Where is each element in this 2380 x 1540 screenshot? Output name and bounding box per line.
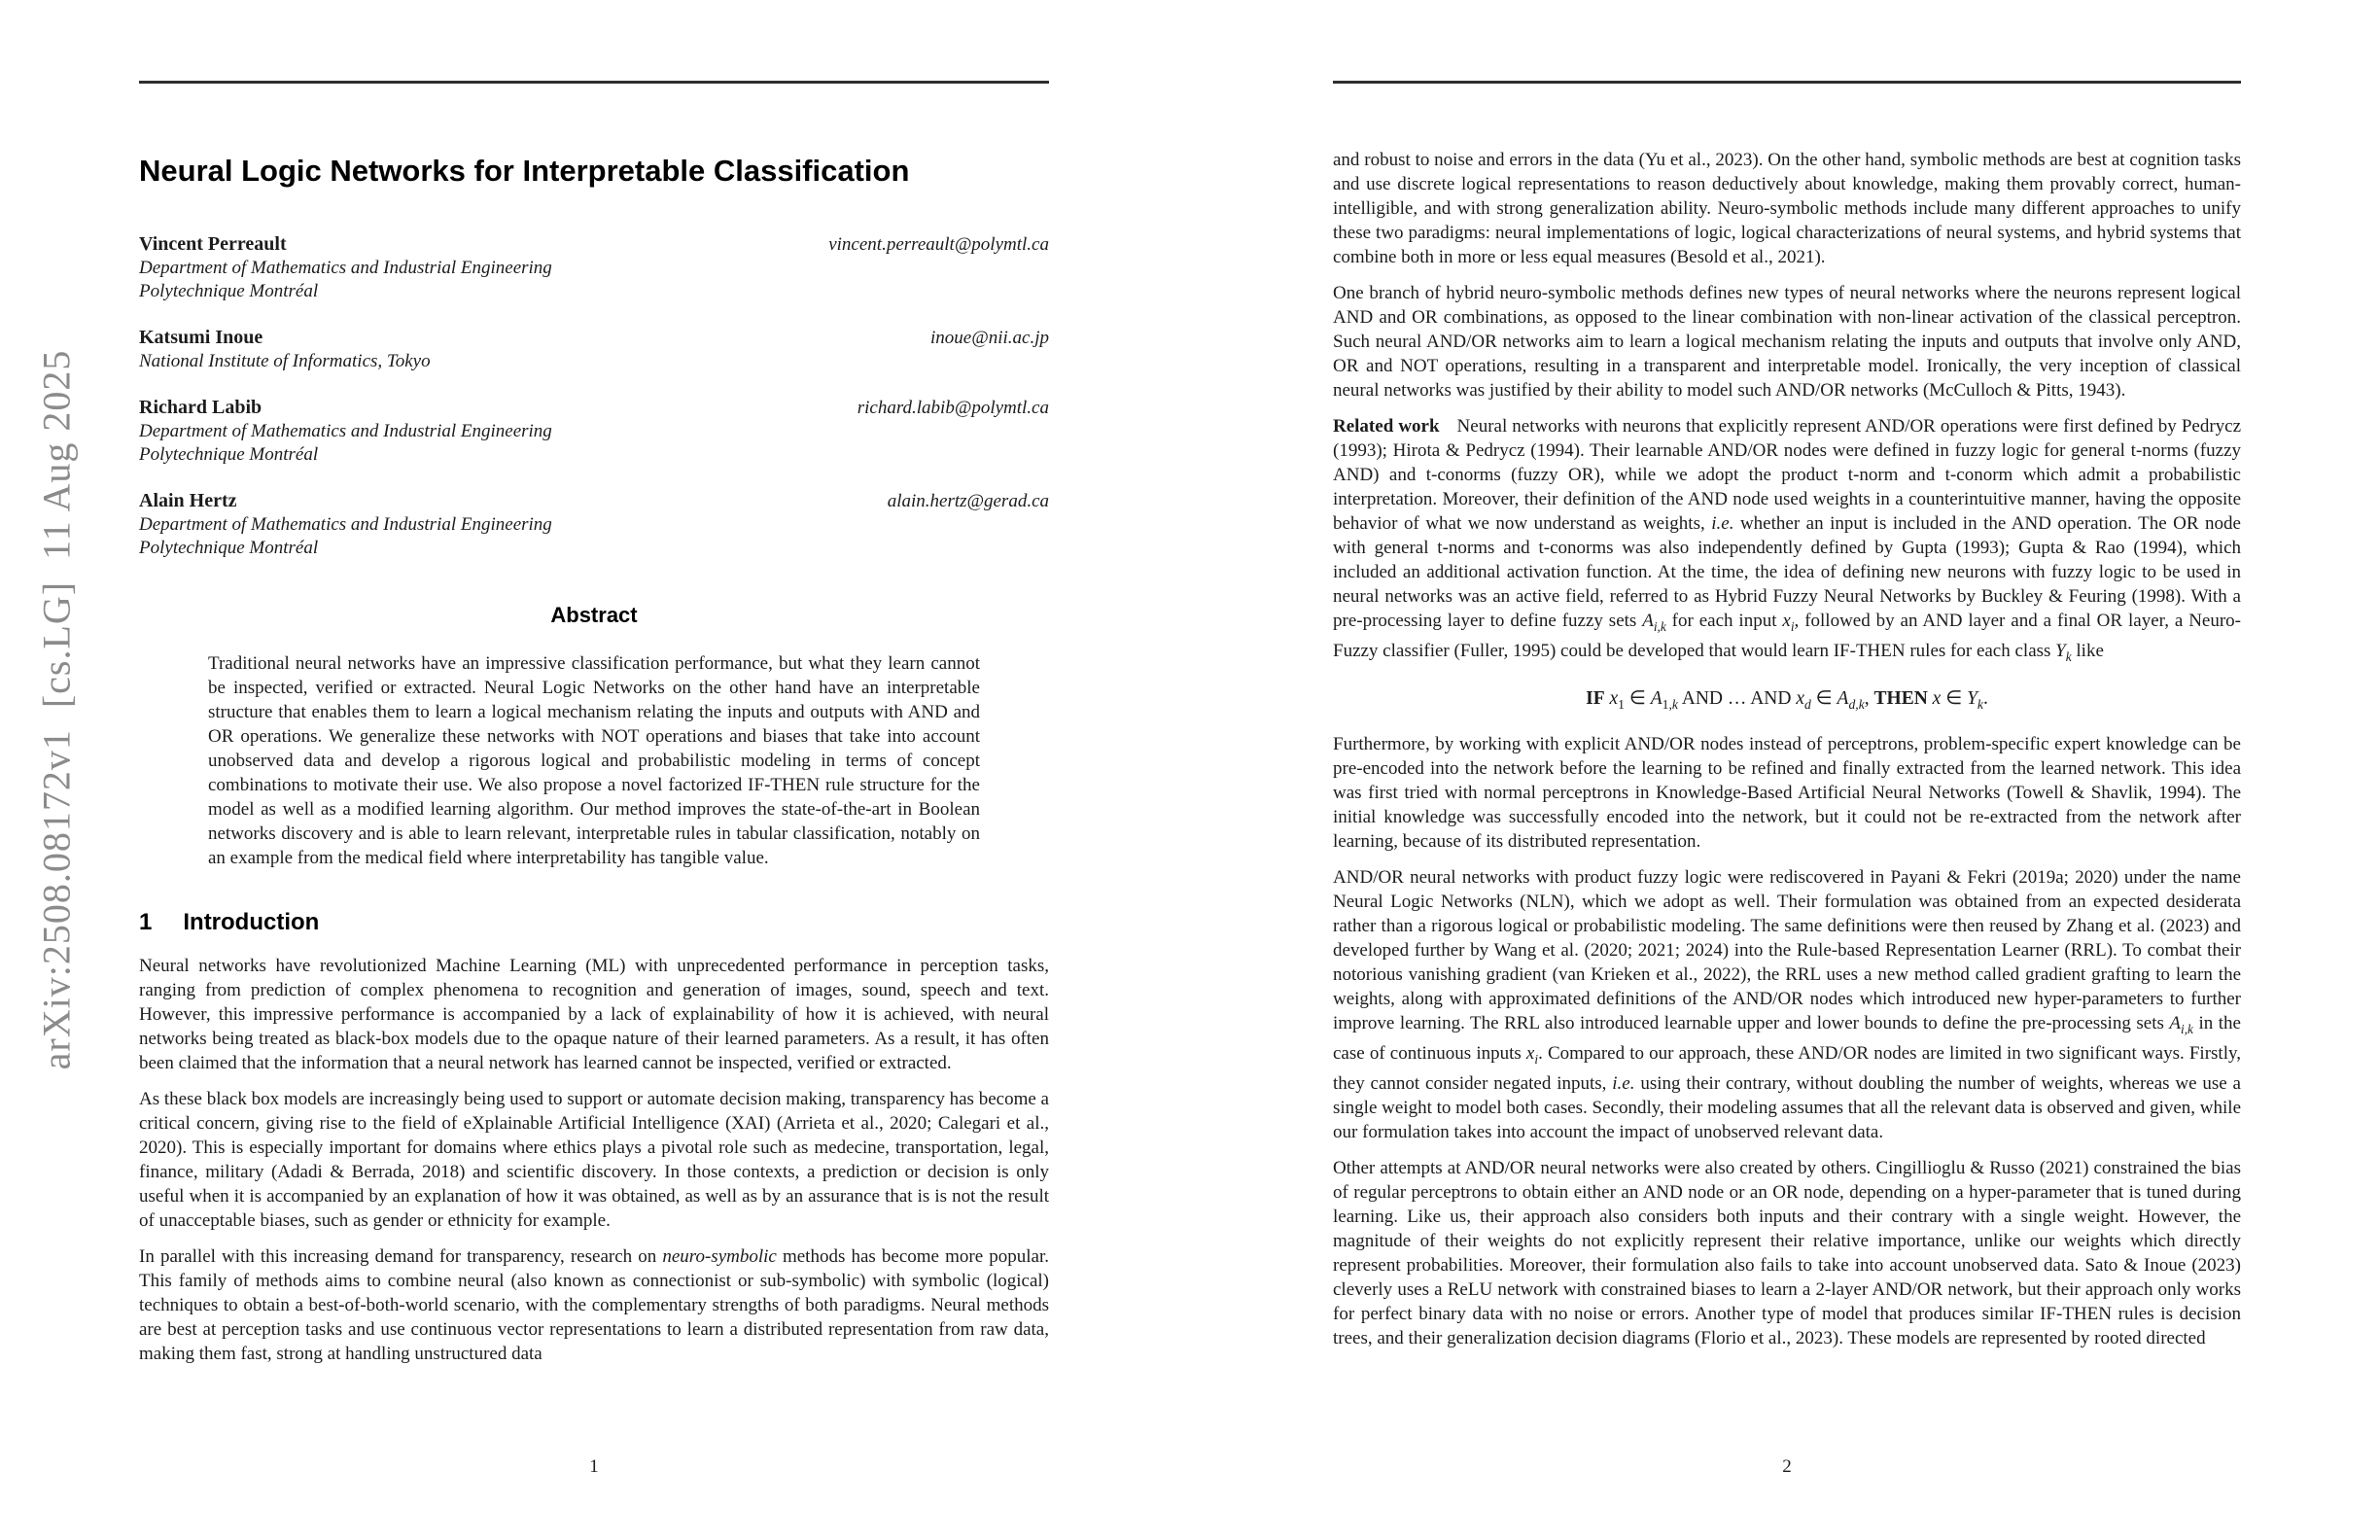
section-title: Introduction xyxy=(183,909,320,935)
section-number: 1 xyxy=(139,909,153,935)
author-name: Vincent Perreault xyxy=(139,233,287,255)
paragraph: As these black box models are increasingly being used to support or automate decision making, transparency has become a critical concern, giving rise to the field of eXplainable Artificial Intelligence (XAI) (Arrieta et al., 2020; Calegari et al., 2020). This is especially important for domains where ethics plays a pivotal role such as medecine, transportation, legal, finance, military (Adadi & Berrada, 2018) and scientific discovery. In those contexts, a prediction or decision is only useful when it is accompanied by an explanation of how it was obtained, as well as by an assurance that is is not the result of unacceptable biases, such as gender or ethnicity for example. xyxy=(139,1089,1049,1231)
author-email: vincent.perreault@polymtl.ca xyxy=(828,234,1049,255)
paper-page-2 xyxy=(1333,0,2241,1540)
paragraph: Other attempts at AND/OR neural networks were also created by others. Cingillioglu & Russo (2021) constrained the bias of regular perceptrons to obtain either an AND node or an OR node, depending on a hyper-parameter that is tuned during learning. Like us, their approach also considers both inputs and their contrary with a single weight. However, the magnitude of their weights do not explicitly represent their relative importance, unlike our weights which directly represent probabilities. Moreover, their formulation also fails to take into account unobserved data. Sato & Inoue (2023) cleverly uses a ReLU network with constrained biases to learn a 2-layer AND/OR network, but their approach only works for perfect binary data with no noise or errors. Another type of model that produces similar IF-THEN rules is decision trees, and their generalization decision diagrams (Florio et al., 2023). These models are represented by rooted directed xyxy=(1333,1158,2241,1349)
arxiv-watermark: arXiv:2508.08172v1 [cs.LG] 11 Aug 2025 xyxy=(34,349,79,1070)
page2-top-rule xyxy=(1333,81,2241,84)
paragraph: AND/OR neural networks with product fuzzy logic were rediscovered in Payani & Fekri (2019a; 2020) under the name Neural Logic Networks (NLN), which we adopt as well. Their formulation was obtained from an expected desiderata rather than a rigorous logical or probabilistic modeling. The same definitions were then reused by Zhang et al. (2023) and developed further by Wang et al. (2020; 2021; 2024) into the Rule-based Representation Learner (RRL). To combat their notorious vanishing gradient (van Krieken et al., 2022), the RRL uses a new method called gradient grafting to learn the weights, along with approximated definitions of the AND/OR nodes which introduced new hyper-parameters to further improve learning. The RRL also introduced learnable upper and lower bounds to define the pre-processing sets $A_{i,k}$ in the case of continuous inputs $x_i$. Compared to our approach, these AND/OR nodes are limited in two significant ways. Firstly, they cannot consider negated inputs, i.e. using their contrary, without doubling the number of weights, whereas we use a single weight to model both cases. Secondly, their modeling assumes that all the relevant data is observed and given, while our formulation takes into account the impact of unobserved relevant data. xyxy=(1333,867,2241,1143)
author-row xyxy=(139,395,1049,420)
paragraph: Neural networks have revolutionized Machine Learning (ML) with unprecedented performance in perception tasks, ranging from prediction of complex phenomena to recognition and generation of images, sound, speech and text. However, this impressive performance is accompanied by a lack of explainability of how it is achieved, with neural networks being treated as black-box models due to the opaque nature of their learned parameters. As a result, it has often been claimed that the information that a neural network has learned cannot be inspected, verified or extracted. xyxy=(139,956,1049,1073)
paper-title: Neural Logic Networks for Interpretable Classification xyxy=(139,154,910,188)
author-block xyxy=(139,325,1049,373)
author-block xyxy=(139,231,1049,303)
author-email: richard.labib@polymtl.ca xyxy=(857,398,1049,418)
author-name: Richard Labib xyxy=(139,397,262,418)
author-list xyxy=(139,231,1049,560)
related-work-label: Related work xyxy=(1333,416,1440,437)
related-work-text: Neural networks with neurons that explicitly represent AND/OR operations were first defined by Pedrycz (1993); Hirota & Pedrycz (1994). Their learnable AND/OR nodes were defined in fuzzy logic for general t-norms (fuzzy AND) and t-conorms (fuzzy OR), while we adopt the product t-norm and t-conorm which admit a probabilistic interpretation. Moreover, their definition of the AND node used weights in a counterintuitive manner, having the opposite behavior of what we now understand as weights, i.e. whether an input is included in the AND operation. The OR node with general t-norms and t-conorms was also independently defined by Gupta (1993); Gupta & Rao (1994), which included an additional activation function. At the time, the idea of defining new neurons with fuzzy logic to be used in neural networks was an active field, referred to as Hybrid Fuzzy Neural Networks by Buckley & Feuring (1998). With a pre-processing layer to define fuzzy sets $A_{i,k}$ for each input $x_i$, followed by an AND layer and a final OR layer, a Neuro-Fuzzy classifier (Fuller, 1995) could be developed that would learn IF-THEN rules for each class $Y_k$ like xyxy=(1333,416,2242,664)
author-email: alain.hertz@gerad.ca xyxy=(887,491,1049,511)
author-affiliation: Polytechnique Montréal xyxy=(139,444,319,465)
paragraph: Furthermore, by working with explicit AND/OR nodes instead of perceptrons, problem-specific expert knowledge can be pre-encoded into the network before the learning to be refined and finally extracted from the learned network. This idea was first tried with normal perceptrons in Knowledge-Based Artificial Neural Networks (Towell & Shavlik, 1994). The initial knowledge was successfully encoded into the network, but it could not be re-extracted from the network after learning, because of its distributed representation. xyxy=(1333,734,2241,853)
page-number: 2 xyxy=(1782,1456,1792,1477)
section-heading-introduction xyxy=(139,909,1049,936)
paragraph: In parallel with this increasing demand for transparency, research on neuro-symbolic methods has become more popular. This family of methods aims to combine neural (also known as connectionist or sub-symbolic) with symbolic (logical) techniques to obtain a best-of-both-world scenario, with the complementary strengths of both paradigms. Neural methods are best at perception tasks and use continuous vector representations to learn a distributed representation from raw data, making them fast, strong at handling unstructured data xyxy=(139,1246,1049,1364)
paper-page-1 xyxy=(139,0,1049,1540)
author-row xyxy=(139,231,1049,257)
page-number: 1 xyxy=(589,1456,599,1477)
author-affiliation: Department of Mathematics and Industrial Engineering xyxy=(139,514,552,535)
author-affiliation: Department of Mathematics and Industrial Engineering xyxy=(139,421,552,441)
if-then-rule-formula: IF $x_1$ ∈ $A_{1,k}$ AND … AND $x_d$ ∈ $A_{d,k}$, THEN x ∈ $Y_k$. xyxy=(1586,687,1988,712)
author-affiliation: Department of Mathematics and Industrial Engineering xyxy=(139,258,552,278)
page1-top-rule xyxy=(139,81,1049,84)
paragraph: and robust to noise and errors in the data (Yu et al., 2023). On the other hand, symbolic methods are best at cognition tasks and use discrete logical representations to reason deductively about knowledge, making them provably correct, human-intelligible, and with strong generalization ability. Neuro-symbolic methods include many different approaches to unify these two paradigms: neural implementations of logic, logical characterizations of neural systems, and hybrid systems that combine both in more or less equal measures (Besold et al., 2021). xyxy=(1333,150,2241,267)
author-affiliation: National Institute of Informatics, Tokyo xyxy=(139,351,431,371)
author-name: Katsumi Inoue xyxy=(139,327,263,348)
author-affiliation: Polytechnique Montréal xyxy=(139,281,319,301)
author-name: Alain Hertz xyxy=(139,490,237,511)
related-work-paragraph xyxy=(1333,414,2241,669)
abstract-text: Traditional neural networks have an impressive classification performance, but what they learn cannot be inspected, verified or extracted. Neural Logic Networks on the other hand have an interpretable structure that enables them to learn a logical mechanism relating the inputs and outputs with AND and OR operations. We generalize these networks with NOT operations and biases that take into account unobserved data and develop a rigorous logical and probabilistic modeling in terms of concept combinations to motivate their use. We also propose a novel factorized IF-THEN rule structure for the model as well as a modified learning algorithm. Our method improves the state-of-the-art in Boolean networks discovery and is able to learn relevant, interpretable rules in tabular classification, notably on an example from the medical field where interpretability has tangible value. xyxy=(208,653,980,868)
author-block xyxy=(139,395,1049,467)
author-email: inoue@nii.ac.jp xyxy=(930,328,1049,348)
author-row xyxy=(139,488,1049,513)
author-row xyxy=(139,325,1049,350)
author-affiliation: Polytechnique Montréal xyxy=(139,538,319,558)
paragraph: One branch of hybrid neuro-symbolic methods defines new types of neural networks where the neurons represent logical AND and OR combinations, as opposed to the linear combination with non-linear activation of the classical perceptron. Such neural AND/OR networks aim to learn a logical mechanism relating the inputs and outputs that involve only AND, OR and NOT operations, resulting in a transparent and interpretable model. Ironically, the very inception of classical neural networks was justified by their ability to model such AND/OR networks (McCulloch & Pitts, 1943). xyxy=(1333,283,2241,401)
abstract-heading: Abstract xyxy=(550,603,638,627)
author-block xyxy=(139,488,1049,560)
